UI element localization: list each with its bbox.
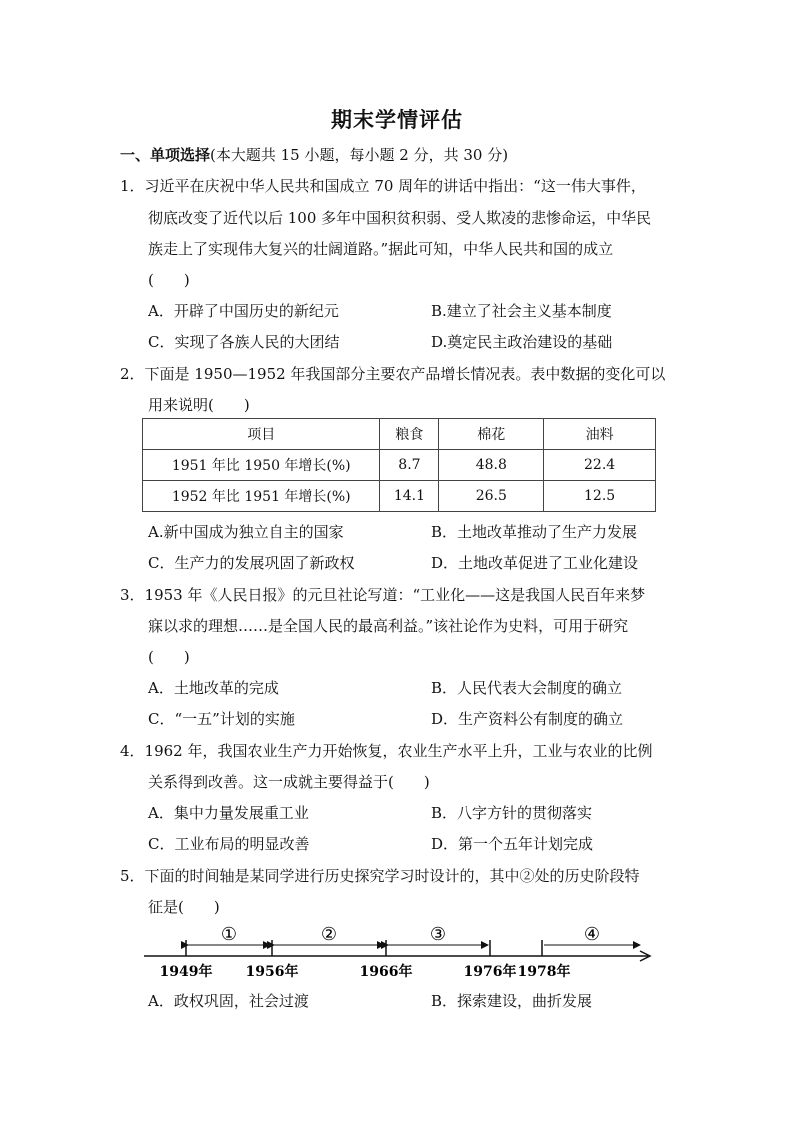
table-cell: 1951 年比 1950 年增长(%) bbox=[143, 450, 380, 481]
section-heading bbox=[120, 145, 508, 165]
question-2-option-c: C．生产力的发展巩固了新政权 bbox=[148, 554, 355, 572]
question-1-option-d: D.奠定民主政治建设的基础 bbox=[431, 333, 613, 351]
question-2-option-a: A.新中国成为独立自主的国家 bbox=[148, 523, 344, 541]
data-table bbox=[142, 418, 656, 512]
question-1-option-b: B.建立了社会主义基本制度 bbox=[431, 302, 612, 320]
question-5-option-b: B．探索建设，曲折发展 bbox=[431, 992, 593, 1010]
table-header-cell: 棉花 bbox=[439, 419, 544, 450]
question-3-line-3: ( ) bbox=[148, 648, 190, 666]
question-1-line-4: ( ) bbox=[148, 271, 190, 289]
question-2-line-2: 用来说明( ) bbox=[148, 396, 250, 414]
question-4-option-b: B．八字方针的贯彻落实 bbox=[431, 804, 593, 822]
section-label: 一、单项选择 bbox=[120, 146, 211, 164]
section-note: (本大题共 15 小题，每小题 2 分，共 30 分) bbox=[210, 146, 509, 164]
timeline-segment-label: ① bbox=[220, 924, 238, 945]
question-3-line-2: 寐以求的理想……是全国人民的最高利益。”该社论作为史料，可用于研究 bbox=[148, 617, 629, 635]
question-4-line-1: 4．1962 年，我国农业生产力开始恢复，农业生产水平上升，工业与农业的比例 bbox=[120, 742, 653, 760]
question-1-line-3: 族走上了实现伟大复兴的壮阔道路。”据此可知，中华人民共和国的成立 bbox=[148, 240, 614, 258]
table-cell: 12.5 bbox=[544, 481, 656, 512]
timeline-year-label: 1976年 bbox=[463, 964, 517, 980]
question-1-option-c: C．实现了各族人民的大团结 bbox=[148, 333, 340, 351]
table-row bbox=[143, 450, 656, 481]
timeline-year-label: 1949年 bbox=[159, 964, 213, 980]
question-5-line-1: 5．下面的时间轴是某同学进行历史探究学习时设计的，其中②处的历史阶段特 bbox=[120, 867, 640, 885]
question-1-line-2: 彻底改变了近代以后 100 多年中国积贫积弱、受人欺凌的悲惨命运，中华民 bbox=[148, 209, 652, 227]
question-3-line-1: 3．1953 年《人民日报》的元旦社论写道：“工业化——这是我国人民百年来梦 bbox=[120, 586, 646, 604]
page-title: 期末学情评估 bbox=[331, 108, 463, 132]
question-1-line-1: 1．习近平在庆祝中华人民共和国成立 70 周年的讲话中指出：“这一伟大事件， bbox=[120, 177, 646, 195]
timeline-year-label: 1978年 bbox=[517, 964, 571, 980]
question-2-option-b: B．土地改革推动了生产力发展 bbox=[431, 523, 638, 541]
question-4-line-2: 关系得到改善。这一成就主要得益于( ) bbox=[148, 773, 430, 791]
question-5-line-2: 征是( ) bbox=[148, 898, 220, 916]
question-3-option-a: A．土地改革的完成 bbox=[148, 679, 279, 697]
table-header-cell: 项目 bbox=[143, 419, 380, 450]
question-4-option-d: D．第一个五年计划完成 bbox=[431, 835, 594, 853]
question-5-option-a: A．政权巩固，社会过渡 bbox=[148, 992, 309, 1010]
timeline-segment-label: ④ bbox=[583, 924, 601, 945]
table-cell: 14.1 bbox=[380, 481, 439, 512]
timeline-segment-label: ③ bbox=[429, 924, 447, 945]
timeline-year-label: 1966年 bbox=[359, 964, 413, 980]
table-header-cell: 粮食 bbox=[380, 419, 439, 450]
table-header-row bbox=[143, 419, 656, 450]
table-cell: 1952 年比 1951 年增长(%) bbox=[143, 481, 380, 512]
table-cell: 8.7 bbox=[380, 450, 439, 481]
question-4-option-a: A．集中力量发展重工业 bbox=[148, 804, 309, 822]
question-2-line-1: 2．下面是 1950—1952 年我国部分主要农产品增长情况表。表中数据的变化可以 bbox=[120, 365, 666, 383]
timeline-diagram bbox=[140, 920, 660, 982]
question-3-option-b: B．人民代表大会制度的确立 bbox=[431, 679, 623, 697]
question-3-option-d: D．生产资料公有制度的确立 bbox=[431, 710, 624, 728]
table-header-cell: 油料 bbox=[544, 419, 656, 450]
table-cell: 48.8 bbox=[439, 450, 544, 481]
table-cell: 22.4 bbox=[544, 450, 656, 481]
timeline-segment-label: ② bbox=[320, 924, 338, 945]
timeline-year-label: 1956年 bbox=[245, 964, 299, 980]
question-4-option-c: C．工业布局的明显改善 bbox=[148, 835, 310, 853]
question-2-option-d: D．土地改革促进了工业化建设 bbox=[431, 554, 639, 572]
table-row bbox=[143, 481, 656, 512]
question-1-option-a: A．开辟了中国历史的新纪元 bbox=[148, 302, 339, 320]
question-3-option-c: C．“一五”计划的实施 bbox=[148, 710, 295, 728]
table-cell: 26.5 bbox=[439, 481, 544, 512]
